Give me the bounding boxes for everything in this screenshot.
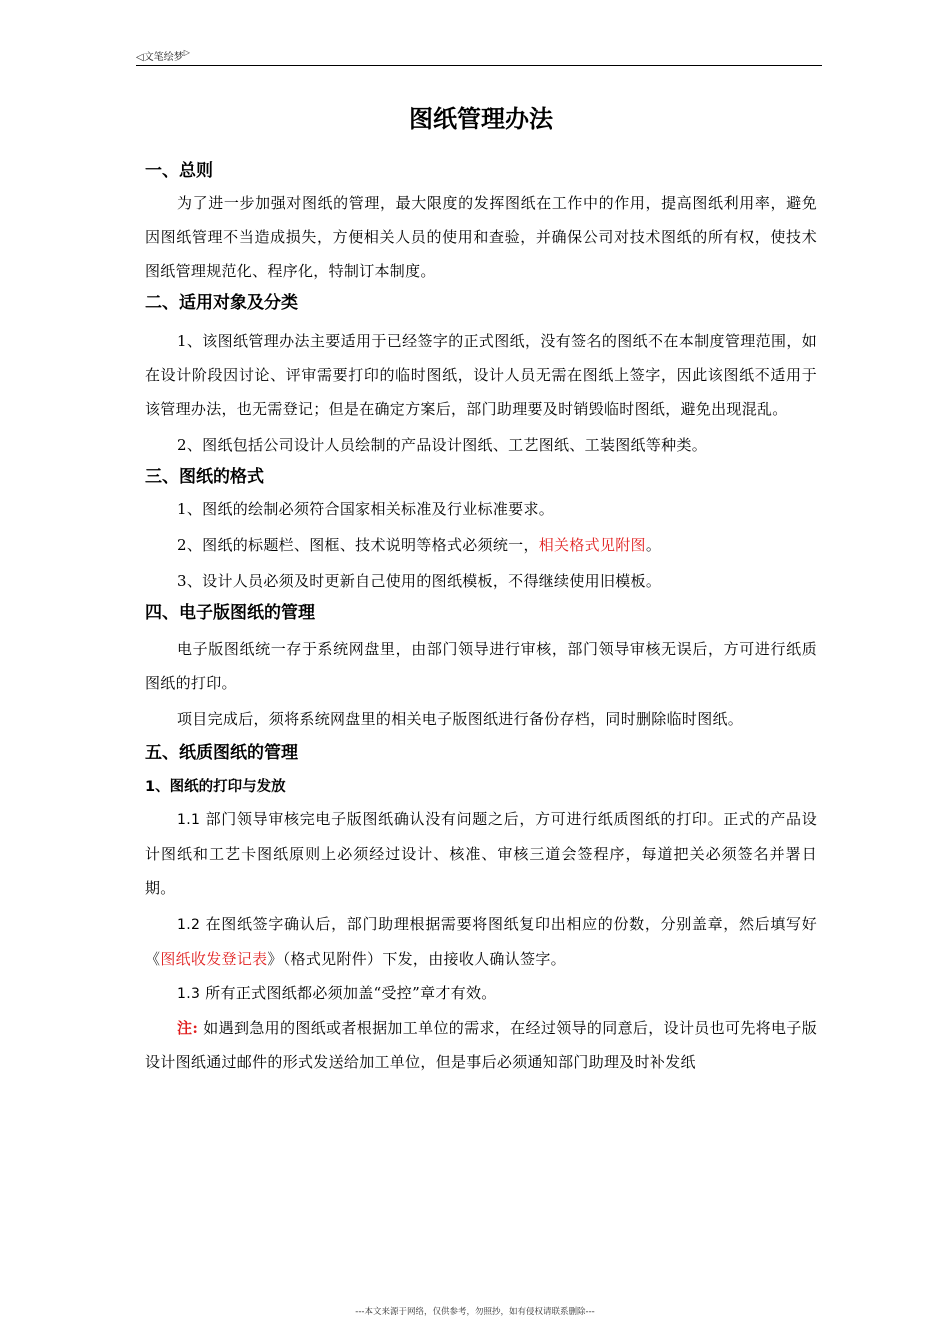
paragraph-scope-1: 1、该图纸管理办法主要适用于已经签字的正式图纸，没有签名的图纸不在本制度管理范围，如在设计阶段因讨论、评审需要打印的临时图纸，设计人员无需在图纸上签字，因此该图纸不适用于该管理办法，也无需登记；但是在确定方案后，部门助理要及时销毁临时图纸，避免出现混乱。 <box>145 332 817 418</box>
paragraph-format-2 <box>145 528 817 562</box>
section-heading-electronic: 四、电子版图纸的管理 <box>145 603 315 623</box>
note-label: 注: <box>177 1019 199 1037</box>
clause-number: 1.3 <box>177 986 201 1002</box>
format-2-text: 2、图纸的标题栏、图框、技术说明等格式必须统一， <box>177 536 539 554</box>
document-body <box>145 96 817 1079</box>
format-2-end: 。 <box>645 536 662 554</box>
header-tag-text: 文笔绘梦 <box>143 52 184 63</box>
clause-number: 1.2 <box>177 917 201 933</box>
paragraph-format-1: 1、图纸的绘制必须符合国家相关标准及行业标准要求。 <box>177 500 555 518</box>
document-title: 图纸管理办法 <box>409 105 553 133</box>
note-text: 如遇到急用的图纸或者根据加工单位的需求，在经过领导的同意后，设计员也可先将电子版设计图纸通过邮件的形式发送给加工单位，但是事后必须通知部门助理及时补发纸 <box>145 1019 817 1071</box>
register-form-link: 图纸收发登记表 <box>160 950 268 968</box>
paragraph-print-1-1 <box>145 802 817 905</box>
clause-text-end: 》（格式见附件）下发，由接收人确认签字。 <box>267 950 566 968</box>
clause-text: 所有正式图纸都必须加盖“受控”章才有效。 <box>200 984 497 1002</box>
paragraph-print-1-3 <box>145 976 817 1011</box>
subsection-heading-print: 1、图纸的打印与发放 <box>145 779 286 795</box>
left-triangle-icon: ◁ <box>136 52 144 63</box>
section-heading-paper: 五、纸质图纸的管理 <box>145 743 298 763</box>
clause-text: 部门领导审核完电子版图纸确认没有问题之后，方可进行纸质图纸的打印。正式的产品设计图纸和工艺卡图纸原则上必须经过设计、核准、审核三道会签程序，每道把关必须签名并署日期。 <box>145 810 817 897</box>
paragraph-format-3: 3、设计人员必须及时更新自己使用的图纸模板，不得继续使用旧模板。 <box>177 572 662 590</box>
header-tag <box>136 48 190 63</box>
paragraph-note <box>145 1011 817 1079</box>
paragraph-electronic-1: 电子版图纸统一存于系统网盘里，由部门领导进行审核，部门领导审核无误后，方可进行纸质图纸的打印。 <box>145 640 817 692</box>
paragraph-general: 为了进一步加强对图纸的管理，最大限度的发挥图纸在工作中的作用，提高图纸利用率，避免因图纸管理不当造成损失，方便相关人员的使用和查验，并确保公司对技术图纸的所有权，使技术图纸管理规范化、程序化，特制订本制度。 <box>145 194 817 280</box>
section-heading-general: 一、总则 <box>145 161 213 181</box>
header-divider <box>136 65 822 66</box>
paragraph-print-1-2 <box>145 907 817 976</box>
section-heading-format: 三、图纸的格式 <box>145 467 264 487</box>
format-appendix-link: 相关格式见附图 <box>538 536 646 554</box>
clause-text: 在图纸签字确认后，部门助理根据需要将图纸复印出相应的份数，分别盖章，然后填写好《 <box>145 915 817 968</box>
right-triangle-icon: ▷ <box>183 48 190 57</box>
clause-number: 1.1 <box>177 812 201 828</box>
paragraph-scope-2: 2、图纸包括公司设计人员绘制的产品设计图纸、工艺图纸、工装图纸等种类。 <box>177 436 708 454</box>
section-heading-scope: 二、适用对象及分类 <box>145 293 298 313</box>
footer-disclaimer: ---本文来源于网络，仅供参考，勿照抄，如有侵权请联系删除--- <box>355 1307 595 1317</box>
paragraph-electronic-2: 项目完成后，须将系统网盘里的相关电子版图纸进行备份存档，同时删除临时图纸。 <box>177 710 744 728</box>
